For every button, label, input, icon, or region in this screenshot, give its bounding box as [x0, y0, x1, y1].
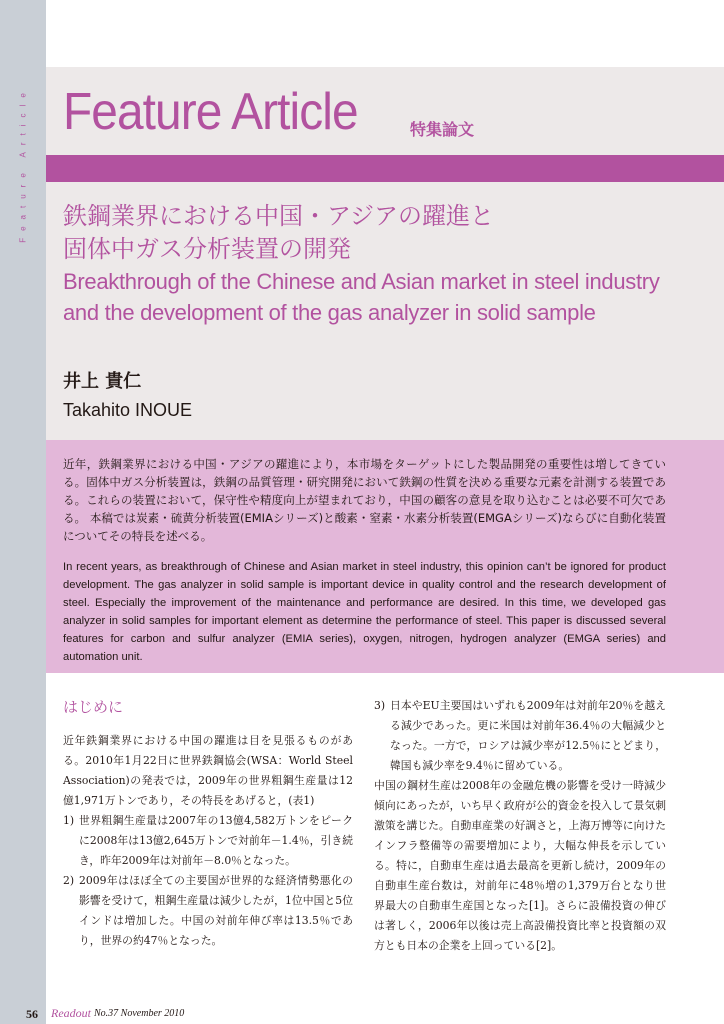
- abstract-jp: 近年，鉄鋼業界における中国・アジアの躍進により，本市場をターゲットにした製品開発の重要性は増してきている。固体中ガス分析装置は，鉄鋼の品質管理・研究開発において鉄鋼の性質を決める重要な元素を計測する装置である。これらの装置において，保守性や精度向上が望まれており，中国の顧客の意見を取り込むことは必要不可欠である。 本稿では炭素・硫黄分析装置(EMIAシリーズ)と酸素・窒素・水素分析装置(EMGAシリーズ)ならびに自動化装置についてその特長を述べる。: [63, 457, 666, 543]
- author-name-en: Takahito INOUE: [63, 400, 193, 420]
- article-title-en-line1: Breakthrough of the Chinese and Asian market in steel industry: [63, 269, 660, 294]
- intro-paragraph: 近年鉄鋼業界における中国の躍進は目を見張るものがある。2010年1月22日に世界鉄鋼協会(WSA：World Steel Association)の発表では，2009年の世界粗鋼生産量は12億1,971万トンであり，その特長をあげると，(表1): [63, 734, 353, 807]
- article-title-en-line2: and the development of the gas analyzer in solid sample: [63, 300, 596, 325]
- body-paragraph: 中国の鋼材生産は2008年の金融危機の影響を受け一時減少傾向にあったが，いち早く政府が公的資金を投入して景気刺激策を講じた。自動車産業の好調さと，上海万博等に向けたインフラ整備等の需要増加により，大幅な伸長を示している。特に，自動車生産は過去最高を更新し続け，2009年の自動車生産台数は，対前年に48％増の1,379万台となり世界最大の自動車生産国となった[1]。さらに設備投資の伸びは著しく，2006年以後は売上高設備投資比率と投資額の双方とも日本の企業を上回っている[2]。: [374, 779, 666, 952]
- spine-label: Feature Article: [18, 86, 28, 243]
- page-number: 56: [26, 1007, 38, 1021]
- section-title: Feature Article: [63, 83, 358, 141]
- body-column-left: [63, 696, 353, 951]
- article-title-jp-line2: 固体中ガス分析装置の開発: [63, 235, 351, 263]
- magazine-logo: Readout: [51, 1006, 91, 1020]
- section-subtitle: 特集論文: [410, 120, 475, 139]
- article-title-en: [63, 266, 713, 328]
- numbered-list-continued: [374, 696, 666, 776]
- list-item: 1) 世界粗鋼生産量は2007年の13億4,582万トンをピークに2008年は13億2,645万トンで対前年－1.4％，引き続き，昨年2009年は対前年－8.0％となった。: [63, 814, 353, 867]
- issue-info: No.37 November 2010: [94, 1008, 185, 1019]
- list-item: 2) 2009年はほぼ全ての主要国が世界的な経済情勢悪化の影響を受けて，粗鋼生産量は減少したが，1位中国と5位インドは増加した。中国の対前年伸び率は13.5％であり，世界の約47％となった。: [63, 874, 353, 947]
- list-item: 3) 日本やEU主要国はいずれも2009年は対前年20％を越える減少であった。更に米国は対前年36.4％の大幅減少となった。一方で，ロシアは減少率が12.5％にとどまり，韓国も減少率を9.4％に留めている。: [374, 699, 666, 772]
- accent-band: [46, 155, 724, 182]
- section-heading-introduction: はじめに: [63, 698, 124, 716]
- article-title-jp-line1: 鉄鋼業界における中国・アジアの躍進と: [63, 202, 495, 230]
- author-name-jp: 井上 貴仁: [63, 371, 142, 392]
- abstract-en: In recent years, as breakthrough of Chinese and Asian market in steel industry, this opinion can’t be ignored for product development. The gas analyzer in solid sample is important device in quality control and the research development of steel. Especially the improvement of the maintenance and performance are desired. In this time, we developed gas analyzer in solid samples for important element as determine the performance of steel. This paper is discussed several features for carbon and sulfur analyzer (EMIA series), oxygen, nitrogen, hydrogen analyzer (EMGA series) and automation unit.: [63, 561, 666, 663]
- body-column-right: [374, 696, 666, 956]
- numbered-list: [63, 811, 353, 951]
- article-title-jp: [63, 200, 703, 266]
